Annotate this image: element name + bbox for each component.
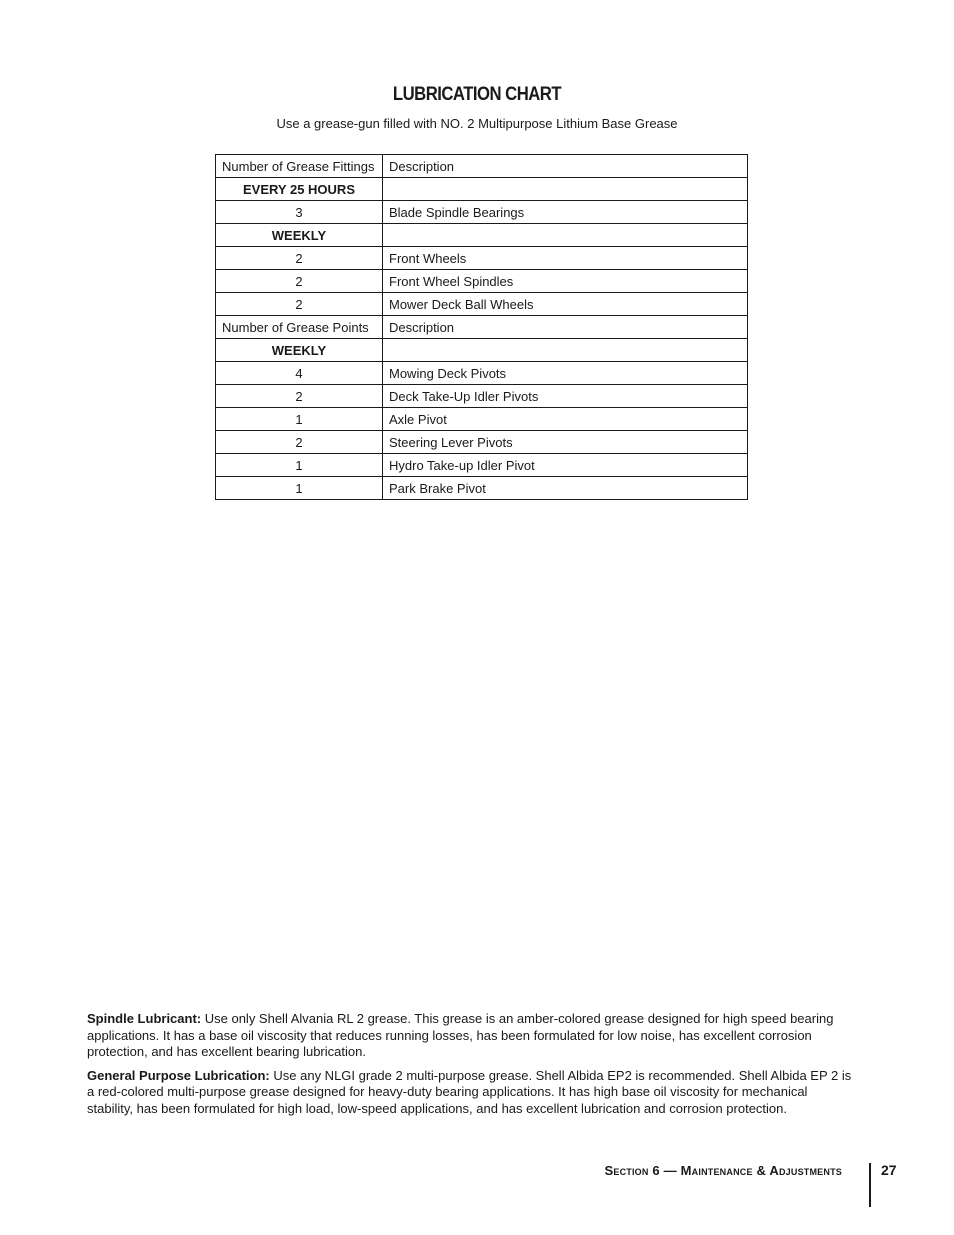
interval-label: EVERY 25 HOURS <box>216 178 383 201</box>
column-header-description: Description <box>383 316 748 339</box>
description-cell: Front Wheel Spindles <box>383 270 748 293</box>
general-lubrication-text: Use any NLGI grade 2 multi-purpose grease. Shell Albida EP2 is recommended. Shell Albida EP 2 is a red-colored multi-purpose grease designed for heavy-duty bearing applications. It has high base oil viscosity for mechanical stability, has been formulated for high load, low-speed applications, and has excellent lubrication and corrosion protection. <box>87 1067 852 1116</box>
description-cell <box>383 224 748 247</box>
table-row <box>216 431 748 454</box>
description-cell: Steering Lever Pivots <box>383 431 748 454</box>
description-cell <box>383 339 748 362</box>
table-row <box>216 454 748 477</box>
count-cell: 1 <box>216 408 383 431</box>
description-cell: Front Wheels <box>383 247 748 270</box>
table-row <box>216 247 748 270</box>
count-cell: 2 <box>216 293 383 316</box>
count-cell: 2 <box>216 247 383 270</box>
count-cell: 3 <box>216 201 383 224</box>
table-row <box>216 293 748 316</box>
lubrication-table <box>215 154 748 500</box>
spindle-lubricant-text: Use only Shell Alvania RL 2 grease. This grease is an amber-colored grease designed for high speed bearing applications. It has a base oil viscosity that reduces running losses, has been formulated for low noise, has excellent corrosion protection, and has excellent bearing lubrication. <box>87 1011 834 1060</box>
column-header-count: Number of Grease Points <box>216 316 383 339</box>
general-lubrication-note <box>87 1068 857 1118</box>
lubricant-notes <box>87 1011 857 1125</box>
count-cell: 1 <box>216 454 383 477</box>
description-cell: Mowing Deck Pivots <box>383 362 748 385</box>
table-row <box>216 201 748 224</box>
description-cell: Park Brake Pivot <box>383 477 748 500</box>
interval-label: WEEKLY <box>216 339 383 362</box>
count-cell: 2 <box>216 431 383 454</box>
page-title: LUBRICATION CHART <box>392 84 562 105</box>
count-cell: 4 <box>216 362 383 385</box>
count-cell: 2 <box>216 270 383 293</box>
description-cell: Axle Pivot <box>383 408 748 431</box>
description-cell: Deck Take-Up Idler Pivots <box>383 385 748 408</box>
table-row <box>216 362 748 385</box>
spindle-lubricant-note <box>87 1011 857 1061</box>
table-row <box>216 270 748 293</box>
table-header-row <box>216 316 748 339</box>
table-section-row <box>216 339 748 362</box>
table-section-row <box>216 224 748 247</box>
table-header-row <box>216 155 748 178</box>
description-cell: Hydro Take-up Idler Pivot <box>383 454 748 477</box>
column-header-description: Description <box>383 155 748 178</box>
table-row <box>216 408 748 431</box>
page-number: 27 <box>881 1162 897 1178</box>
table-row <box>216 477 748 500</box>
description-cell: Blade Spindle Bearings <box>383 201 748 224</box>
description-cell: Mower Deck Ball Wheels <box>383 293 748 316</box>
description-cell <box>383 178 748 201</box>
table-section-row <box>216 178 748 201</box>
table-row <box>216 385 748 408</box>
count-cell: 2 <box>216 385 383 408</box>
general-lubrication-label: General Purpose Lubrication: <box>87 1067 270 1083</box>
footer-section-title: Section 6 — Maintenance & Adjustments <box>604 1163 842 1178</box>
column-header-count: Number of Grease Fittings <box>216 155 383 178</box>
footer-divider <box>869 1163 871 1207</box>
page-subtitle: Use a grease-gun filled with NO. 2 Multipurpose Lithium Base Grease <box>276 116 678 131</box>
count-cell: 1 <box>216 477 383 500</box>
spindle-lubricant-label: Spindle Lubricant: <box>87 1011 202 1026</box>
interval-label: WEEKLY <box>216 224 383 247</box>
